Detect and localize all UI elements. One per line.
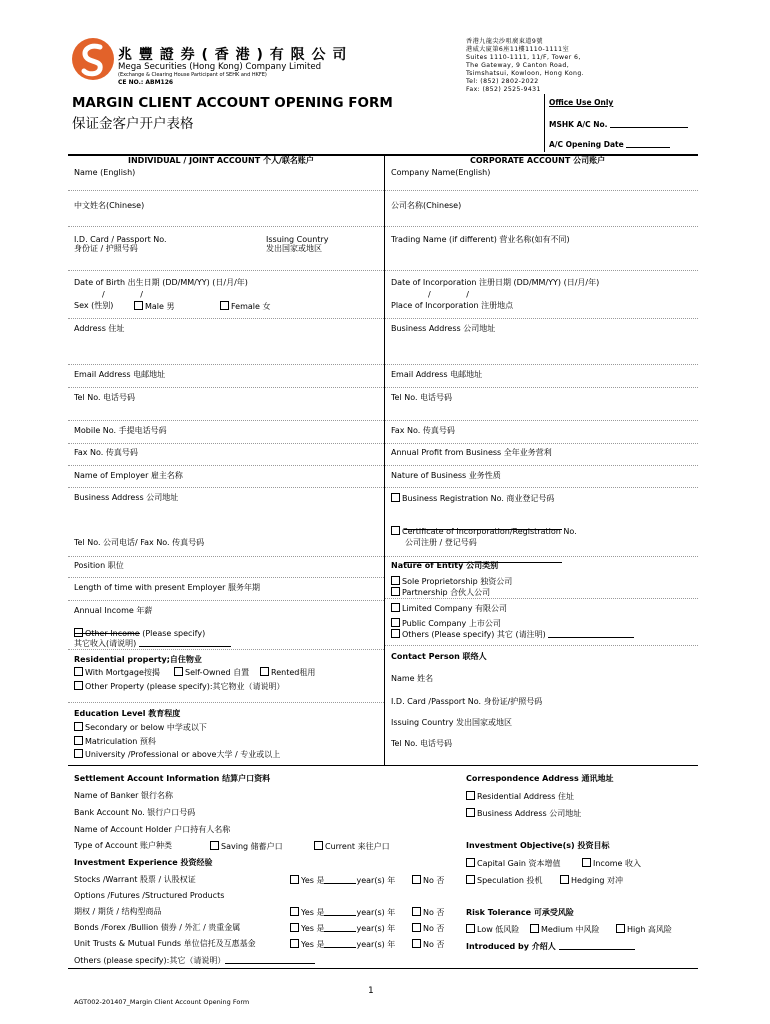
with-mortgage-checkbox[interactable]: With Mortgage按揭 xyxy=(74,667,160,677)
nature-entity-heading: Nature of Entity 公司类别 xyxy=(391,561,499,570)
bonds-label: Bonds /Forex /Bullion 债券 / 外汇 / 贵重金属 xyxy=(74,923,241,932)
current-checkbox[interactable]: Current 来往户口 xyxy=(314,841,390,851)
education-heading: Education Level 教育程度 xyxy=(74,709,181,718)
company-name-cn: 兆 豐 證 券 ( 香 港 ) 有 限 公 司 xyxy=(118,47,348,63)
contact-tel-label: Tel No. 电话号码 xyxy=(391,739,453,748)
others-field[interactable] xyxy=(548,629,634,638)
tel-label: Tel No. 电话号码 xyxy=(74,393,136,402)
stocks-no-checkbox[interactable]: No 否 xyxy=(412,875,444,885)
mshk-ac-field[interactable] xyxy=(610,119,688,128)
medium-risk-checkbox[interactable]: Medium 中风险 xyxy=(530,924,600,934)
contact-person-heading: Contact Person 联络人 xyxy=(391,652,487,661)
mshk-ac-label: MSHK A/C No. xyxy=(549,119,688,129)
column-divider xyxy=(384,154,385,765)
incorporation-slashes: / / xyxy=(428,290,469,299)
annual-profit-label: Annual Profit from Business 全年业务营利 xyxy=(391,448,552,457)
account-holder-label: Name of Account Holder 户口持有人名称 xyxy=(74,825,231,834)
individual-heading: INDIVIDUAL / JOINT ACCOUNT 个人/联名账户 xyxy=(128,156,314,165)
business-address-checkbox[interactable]: Business Address 公司地址 xyxy=(466,808,581,818)
trading-name-label: Trading Name (if different) 营业名称(如有不同) xyxy=(391,235,570,244)
company-name-label: Company Name(English) xyxy=(391,168,491,177)
matriculation-checkbox[interactable]: Matriculation 预科 xyxy=(74,736,156,746)
correspondence-heading: Correspondence Address 通讯地址 xyxy=(466,774,614,783)
br-no-checkbox[interactable]: Business Registration No. 商业登记号码 xyxy=(391,493,554,503)
banker-label: Name of Banker 银行名称 xyxy=(74,791,173,800)
other-income-checkbox[interactable]: Other Income (Please specify) xyxy=(74,628,205,638)
hedging-checkbox[interactable]: Hedging 对冲 xyxy=(560,875,623,885)
dob-label: Date of Birth 出生日期 (DD/MM/YY) (日/月/年) xyxy=(74,278,248,287)
address-label: Address 住址 xyxy=(74,324,125,333)
corp-email-label: Email Address 电邮地址 xyxy=(391,370,483,379)
table-mid-border xyxy=(68,765,698,766)
partnership-checkbox[interactable]: Partnership 合伙人公司 xyxy=(391,587,490,597)
high-risk-checkbox[interactable]: High 高风险 xyxy=(616,924,672,934)
unit-trusts-label: Unit Trusts & Mutual Funds 单位信托及互惠基金 xyxy=(74,939,256,948)
length-employer-label: Length of time with present Employer 服务年期 xyxy=(74,583,261,592)
company-cn-label: 公司名称(Chinese) xyxy=(391,201,462,210)
other-property-checkbox[interactable]: Other Property (please specify):其它物业（请说明） xyxy=(74,681,285,691)
others-checkbox[interactable]: Others (Please specify) 其它 (请注明) xyxy=(391,629,634,639)
options-yes-checkbox[interactable]: Yes 是 year(s) 年 xyxy=(290,907,395,917)
objective-heading: Investment Objective(s) 投资目标 xyxy=(466,841,610,850)
self-owned-checkbox[interactable]: Self-Owned 自置 xyxy=(174,667,249,677)
ac-date-field[interactable] xyxy=(626,139,670,148)
bonds-no-checkbox[interactable]: No 否 xyxy=(412,923,444,933)
female-checkbox[interactable]: Female 女 xyxy=(220,301,270,311)
contact-id-label: I.D. Card /Passport No. 身份证/护照号码 xyxy=(391,697,543,706)
company-address: 香港九龍尖沙咀廣東道9號 港威大廈第6座11樓1110-1111室 Suites 1110-1111, 11/F, Tower 6, The Gateway, 9 Canton Road, Tsimshatsui, Kowloon, Hong Kong. Tel: (852) 2802-2022 Fax: (852) 2525-9431 xyxy=(466,38,585,93)
others-experience-field[interactable] xyxy=(225,955,315,964)
page-number: 1 xyxy=(368,986,374,996)
unit-trusts-yes-checkbox[interactable]: Yes 是 year(s) 年 xyxy=(290,939,395,949)
office-use-label: Office Use Only xyxy=(549,98,614,107)
contact-name-label: Name 姓名 xyxy=(391,674,434,683)
annual-income-label: Annual Income 年薪 xyxy=(74,606,153,615)
corp-fax-label: Fax No. 传真号码 xyxy=(391,426,455,435)
limited-checkbox[interactable]: Limited Company 有限公司 xyxy=(391,603,507,613)
university-checkbox[interactable]: University /Professional or above大学 / 专业或以上 xyxy=(74,749,280,759)
male-checkbox[interactable]: Male 男 xyxy=(134,301,175,311)
contact-issuing-country-label: Issuing Country 发出国家或地区 xyxy=(391,718,513,727)
saving-checkbox[interactable]: Saving 储蓄户口 xyxy=(210,841,283,851)
introduced-field[interactable] xyxy=(559,941,635,950)
residential-heading: Residential property;自住物业 xyxy=(74,655,202,664)
capital-gain-checkbox[interactable]: Capital Gain 资本增值 xyxy=(466,858,561,868)
issuing-country-label: Issuing Country 发出国家或地区 xyxy=(266,235,329,254)
company-name-en: Mega Securities (Hong Kong) Company Limited xyxy=(118,62,322,72)
bonds-yes-checkbox[interactable]: Yes 是 year(s) 年 xyxy=(290,923,395,933)
fax-label: Fax No. 传真号码 xyxy=(74,448,138,457)
business-address-label: Business Address 公司地址 xyxy=(74,493,179,502)
public-checkbox[interactable]: Public Company 上市公司 xyxy=(391,618,501,628)
corporate-heading: CORPORATE ACCOUNT 公司账户 xyxy=(470,156,606,165)
bank-account-label: Bank Account No. 银行户口号码 xyxy=(74,808,196,817)
sole-prop-checkbox[interactable]: Sole Proprietorship 独资公司 xyxy=(391,576,512,586)
chinese-name-label: 中文姓名(Chinese) xyxy=(74,201,145,210)
form-title-en: MARGIN CLIENT ACCOUNT OPENING FORM xyxy=(72,95,393,111)
options-cn-label: 期权 / 期货 / 结构型商品 xyxy=(74,907,162,916)
mobile-label: Mobile No. 手提电话号码 xyxy=(74,426,167,435)
account-type-label: Type of Account 账户种类 xyxy=(74,841,173,850)
secondary-checkbox[interactable]: Secondary or below 中学或以下 xyxy=(74,722,207,732)
unit-trusts-no-checkbox[interactable]: No 否 xyxy=(412,939,444,949)
introduced-label: Introduced by 介绍人 xyxy=(466,941,635,951)
incorporation-date-label: Date of Incorporation 注册日期 (DD/MM/YY) (日/月/年) xyxy=(391,278,600,287)
cert-incorp-cn-label: 公司注册 / 登记号码 xyxy=(405,538,477,547)
risk-heading: Risk Tolerance 可承受风险 xyxy=(466,908,574,917)
table-bottom-border xyxy=(68,968,698,969)
options-no-checkbox[interactable]: No 否 xyxy=(412,907,444,917)
place-incorp-label: Place of Incorporation 注册地点 xyxy=(391,301,514,310)
speculation-checkbox[interactable]: Speculation 投机 xyxy=(466,875,543,885)
residential-address-checkbox[interactable]: Residential Address 住址 xyxy=(466,791,574,801)
experience-heading: Investment Experience 投资经验 xyxy=(74,858,213,867)
rented-checkbox[interactable]: Rented租用 xyxy=(260,667,315,677)
corp-business-address-label: Business Address 公司地址 xyxy=(391,324,496,333)
income-checkbox[interactable]: Income 收入 xyxy=(582,858,641,868)
employer-label: Name of Employer 雇主名称 xyxy=(74,471,183,480)
other-income-cn-label: 其它收入(请说明) xyxy=(74,638,231,648)
settlement-heading: Settlement Account Information 结算户口资料 xyxy=(74,774,271,783)
dob-slashes: / / xyxy=(102,290,143,299)
stocks-label: Stocks /Warrant 股票 / 认股权证 xyxy=(74,875,196,884)
corp-tel-label: Tel No. 电话号码 xyxy=(391,393,453,402)
nature-business-label: Nature of Business 业务性质 xyxy=(391,471,501,480)
sex-label: Sex (性别) xyxy=(74,301,114,310)
other-income-field[interactable] xyxy=(139,638,231,647)
company-tel-fax-label: Tel No. 公司电话/ Fax No. 传真号码 xyxy=(74,538,205,547)
options-label: Options /Futures /Structured Products xyxy=(74,891,225,900)
name-english-label: Name (English) xyxy=(74,168,136,177)
email-label: Email Address 电邮地址 xyxy=(74,370,166,379)
participant-note: (Exchange & Clearing House Participant of SEHK and HKFE) xyxy=(118,72,267,78)
cert-incorp-checkbox[interactable]: Certificate of Incorporation/Registration No. xyxy=(391,526,577,536)
ac-date-label: A/C Opening Date xyxy=(549,139,670,149)
stocks-yes-checkbox[interactable]: Yes 是 year(s) 年 xyxy=(290,875,395,885)
id-card-label: I.D. Card / Passport No. 身份证 / 护照号码 xyxy=(74,235,167,254)
document-code: AGT002-201407_Margin Client Account Opening Form xyxy=(74,998,250,1006)
low-risk-checkbox[interactable]: Low 低风险 xyxy=(466,924,519,934)
position-label: Position 职位 xyxy=(74,561,124,570)
form-title-cn: 保证金客户开户表格 xyxy=(72,116,194,132)
others-experience-label: Others (please specify):其它（请说明） xyxy=(74,955,315,965)
ce-number: CE NO.: ABM126 xyxy=(118,79,174,86)
